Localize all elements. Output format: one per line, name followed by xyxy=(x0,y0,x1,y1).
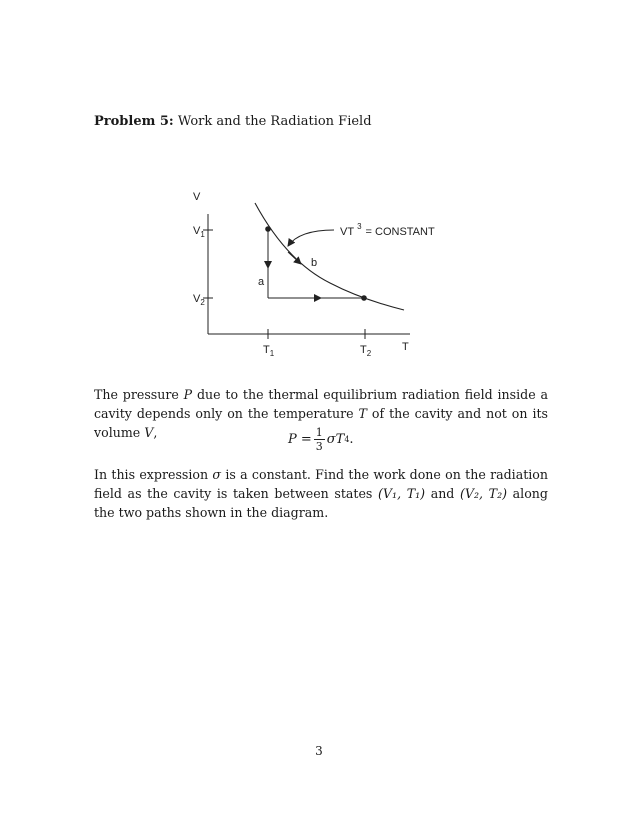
axis-v-label: V xyxy=(193,191,201,203)
state-2-point xyxy=(361,295,367,301)
v1-label: $V_1$ xyxy=(193,225,205,239)
path-a-label: a xyxy=(258,276,265,288)
vt-diagram xyxy=(0,0,638,400)
paragraph-question: In this expression σ is a constant. Find the work done on the radiation field as the cavity is taken between states (V₁, T₁) and (V₂, T₂) along the two paths shown in the diagram. xyxy=(94,467,548,520)
label-pointer xyxy=(288,230,334,246)
pressure-equation: P = $\frac{1}{3}$ σT 4 . xyxy=(288,426,354,453)
path-b-arrow xyxy=(288,252,301,264)
t2-label: $T_2$ xyxy=(360,344,372,358)
page-number: 3 xyxy=(315,744,323,758)
equation-rhs: σT xyxy=(326,432,345,447)
state-1-point xyxy=(265,226,271,232)
curve-label: VT $^3$ = CONSTANT xyxy=(340,222,435,238)
t1-label: $T_1$ xyxy=(263,344,275,358)
path-b-label: b xyxy=(311,257,318,269)
v2-label: $V_2$ xyxy=(193,293,205,307)
equation-fraction: $\frac{1}{3}$ xyxy=(315,426,323,453)
equation-lhs: P = xyxy=(288,432,312,447)
paragraph-pressure: The pressure P due to the thermal equilibrium radiation field inside a cavity depends only on the temperature T of the cavity and not on its volume V, xyxy=(94,387,548,440)
isentrope-curve xyxy=(255,203,404,310)
problem-label: Problem 5: xyxy=(94,114,174,129)
axis-t-label: T xyxy=(402,341,409,353)
problem-heading: Work and the Radiation Field xyxy=(177,114,372,129)
